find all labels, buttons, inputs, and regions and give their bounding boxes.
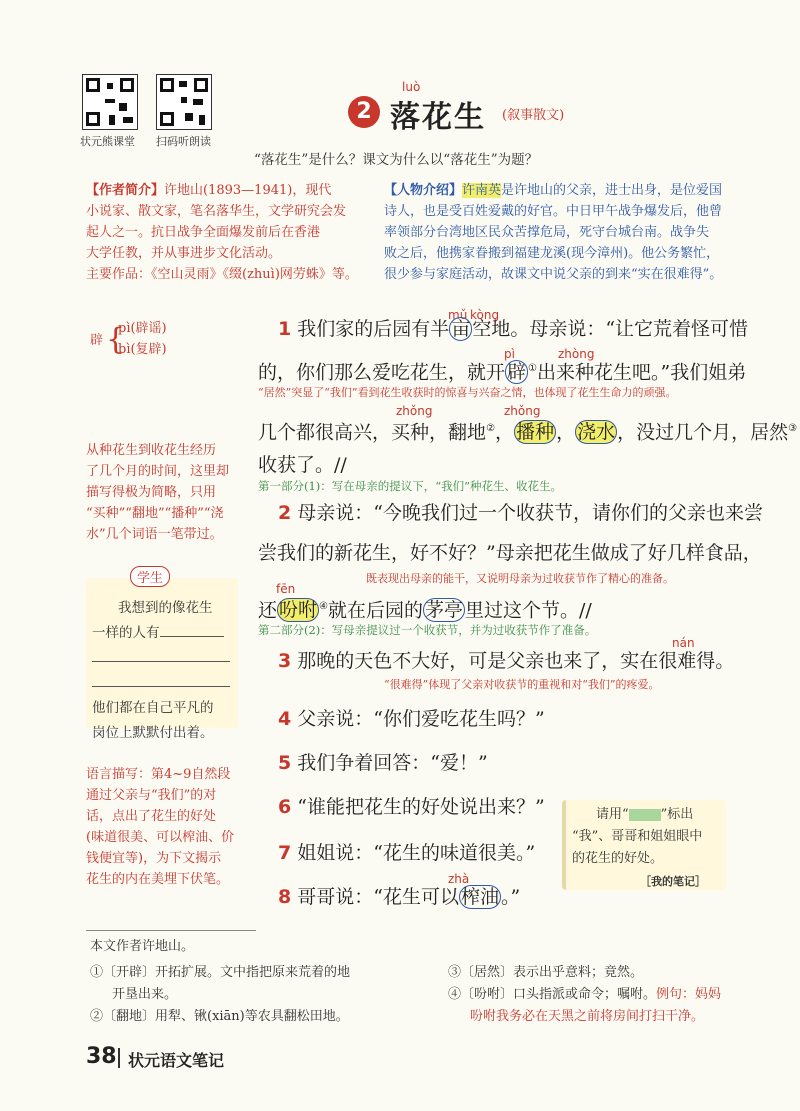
paragraph-3: 3 那晚的天色不大好，可是父亲也来了，实在很难得。 <box>278 650 735 672</box>
genre-label: (叙事散文) <box>502 108 565 123</box>
qr-label-classroom: 状元熊课堂 <box>80 135 135 148</box>
qr-code-classroom[interactable] <box>82 74 138 130</box>
mother-annotation: 既表现出母亲的能干，又说明母亲为过收获节作了精心的准备。 <box>366 572 674 585</box>
nande-annotation: “很难得”体现了父亲对收获节的重视和对“我们”的疼爱。 <box>384 678 660 691</box>
paragraph-1-line-2: 的，你们那么爱吃花生，就开 辟 ①出来种花生吧。”我们姐弟 <box>258 361 747 384</box>
juran-annotation: “居然”突显了“我们”看到花生收获时的惊喜与兴奋之情，也体现了花生生命力的顽强。 <box>258 386 677 399</box>
footer-divider <box>118 1048 120 1068</box>
title-pinyin: luò <box>402 80 421 94</box>
footnote-author: 本文作者许地山。 <box>90 939 195 954</box>
part-2-summary: 第二部分(2)：写母亲提议过一个收获节，并为过收获节作了准备。 <box>258 623 597 637</box>
word-pi: 辟 <box>507 361 527 384</box>
student-tag: 学生 <box>130 566 170 587</box>
qr-label-listen: 扫码听朗读 <box>156 135 211 148</box>
page-title: 落花生 <box>390 100 486 135</box>
author-tag: 【作者简介】 <box>86 183 165 198</box>
footnotes-left: ①〔开辟〕开拓扩展。文中指把原来荒着的地 开垦出来。 ②〔翻地〕用犁、锹(xiān)等农具翻松田地。 <box>90 965 351 1024</box>
pinyin-fen: fēn <box>276 582 296 596</box>
highlight-swatch <box>629 809 661 821</box>
guiding-question: “落花生”是什么？课文为什么以“落花生”为题？ <box>254 152 539 168</box>
paragraph-2-line-2: 尝我们的新花生，好不好？”母亲把花生做成了好几样食品， <box>258 542 762 564</box>
paragraph-1-line-4: 收获了。// <box>258 454 347 476</box>
paragraph-8: 8 哥哥说：“花生可以 榨油 。” <box>278 886 521 908</box>
blank-line-2[interactable] <box>92 647 230 662</box>
footnote-separator <box>86 930 256 931</box>
pinyin-mu: mǔ <box>448 308 468 322</box>
blank-line-3[interactable] <box>92 672 230 687</box>
qr-code-listen[interactable] <box>156 74 212 130</box>
pinyin-zhong-2: zhǒng <box>396 404 433 418</box>
language-note: 语言描写：第4~9自然段 通过父亲与“我们”的对 话，点出了花生的好处 (味道很美、可以榨油、价 钱便宜等)，为下文揭示 花生的内在美埋下伏笔。 <box>86 767 235 887</box>
word-bozhong: 播种 <box>516 421 555 444</box>
pinyin-pi: pì <box>504 347 515 361</box>
student-prompt: 我想到的像花生 一样的人有 他们都在自己平凡的 岗位上默默付出着。 <box>92 596 237 746</box>
planting-note: 从种花生到收花生经历 了几个月的时间，这里却 描写得极为简略，只用 “买种”“翻地”“播种”“浇 水”几个词语一笔带过。 <box>86 443 230 542</box>
person-intro: 【人物介绍】许南英是许地山的父亲，进士出身，是位爱国 诗人，也是受百姓爱戴的好官。中日甲午战争爆发后，他曾 率领部分台湾地区民众苦撑危局，死守台城台南。战争失 败之后，他携家眷搬到福建龙溪(现今漳州)。他公务繁忙， 很少参与家庭活动，故课文中说父亲的到来“实在很难得”。 <box>384 183 723 282</box>
person-name: 许南英 <box>462 183 502 198</box>
lesson-number-badge: 2 <box>348 96 380 128</box>
pinyin-nan: nán <box>672 636 695 650</box>
paragraph-1-line-3: 几个都很高兴，买种，翻地②， 播种 ， 浇水 ，没过几个月，居然③ <box>258 421 798 444</box>
paragraph-4: 4 父亲说：“你们爱吃花生吗？” <box>278 708 545 730</box>
word-mu: 亩 <box>451 318 471 340</box>
paragraph-1-line-1: 1 我们家的后园有半 亩 空地。母亲说：“让它荒着怪可惜 <box>278 318 749 340</box>
person-tag: 【人物介绍】 <box>384 183 463 198</box>
word-jiaoshui: 浇水 <box>577 421 616 444</box>
paragraph-5: 5 我们争着回答：“爱！” <box>278 752 488 774</box>
pinyin-zha: zhà <box>448 872 470 886</box>
word-maoting: 茅亭 <box>425 599 464 622</box>
notebook-text: 请用“ ”标出 “我”、哥哥和姐姐眼中 的花生的好处。 <box>572 807 703 866</box>
paragraph-6: 6 “谁能把花生的好处说出来？” <box>278 796 545 818</box>
pinyin-kong: kòng <box>470 308 500 322</box>
author-intro: 【作者简介】许地山(1893—1941)，现代 小说家、散文家，笔名落华生，文学研究会发 起人之一。抗日战争全面爆发前后在香港 大学任教，并从事进步文化活动。 主要作品：《空山灵雨》《缀(zhuì)网劳蛛》等。 <box>86 183 358 282</box>
word-fenfu: 吩咐 <box>279 599 318 622</box>
notebook-tag: ［我的笔记］ <box>640 875 706 888</box>
footnotes-right: ③〔居然〕表示出乎意料；竟然。 ④〔吩咐〕口头指派或命令；嘱咐。例句：妈妈 吩咐我务必在天黑之前将房间打扫干净。 <box>448 965 722 1024</box>
blank-line-1[interactable] <box>160 622 224 637</box>
pinyin-zhong-3: zhǒng <box>504 404 541 418</box>
pinyin-zhong: zhòng <box>558 347 595 361</box>
page-number: 38 <box>86 1044 117 1069</box>
part-1-summary: 第一部分(1)：写在母亲的提议下，“我们”种花生、收花生。 <box>258 479 563 493</box>
book-name: 状元语文笔记 <box>128 1051 225 1070</box>
paragraph-7: 7 姐姐说：“花生的味道很美。” <box>278 842 536 864</box>
word-zhayou: 榨油 <box>461 886 500 908</box>
paragraph-2-line-1: 2 母亲说：“今晚我们过一个收获节，请你们的父亲也来尝 <box>278 502 763 524</box>
paragraph-2-line-3: 还 吩咐 ④就在后园的 茅亭 里过这个节。// <box>258 599 592 622</box>
